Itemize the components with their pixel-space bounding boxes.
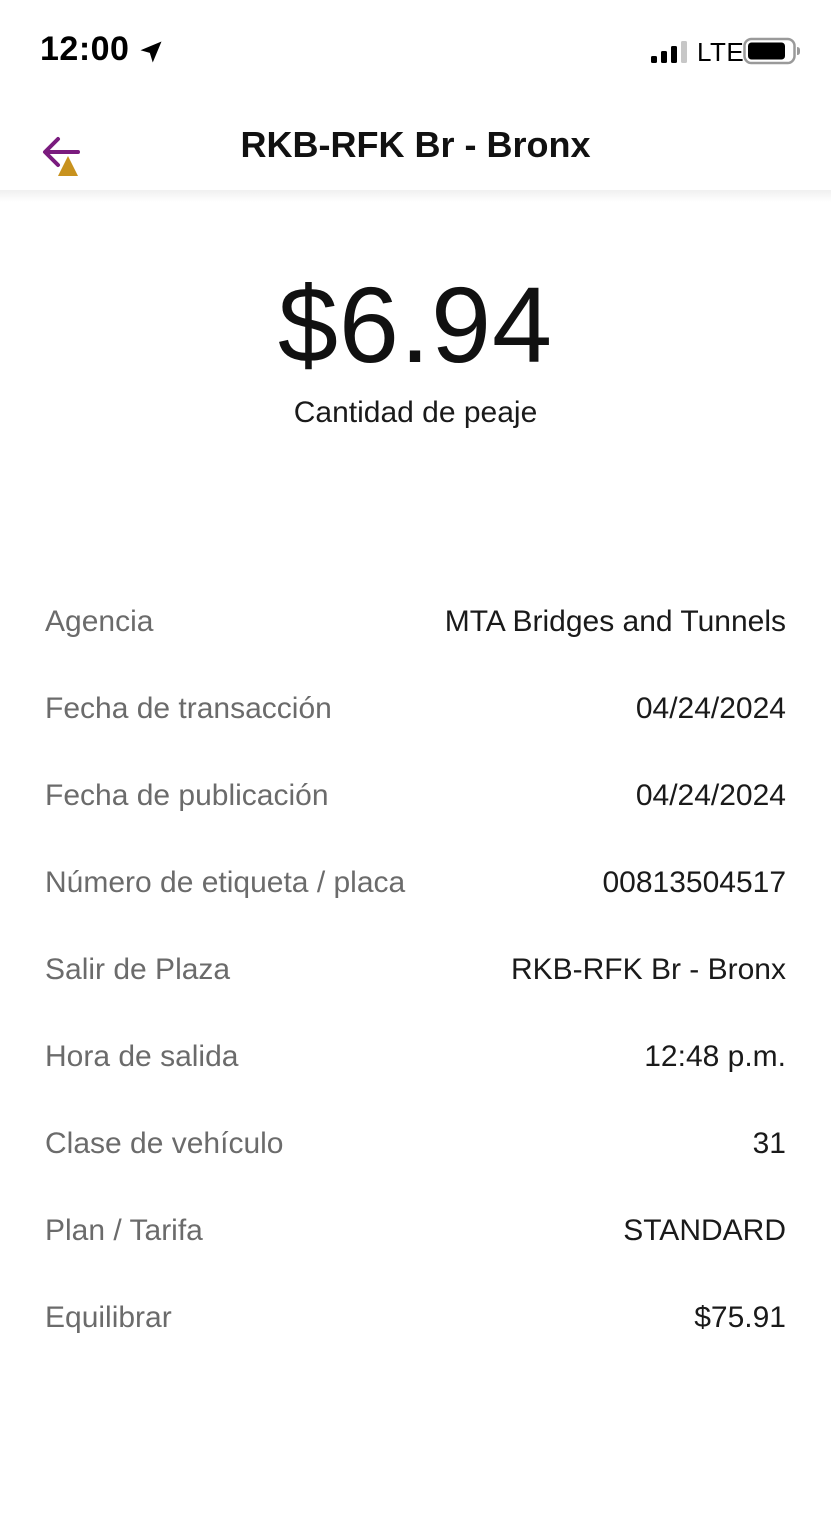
nav-divider [0, 190, 831, 202]
page-title: RKB-RFK Br - Bronx [240, 124, 591, 165]
detail-label: Agencia [45, 604, 154, 638]
detail-row-exit-time [45, 1013, 786, 1100]
detail-value: RKB-RFK Br - Bronx [510, 952, 786, 986]
detail-row-plan-rate [45, 1187, 786, 1274]
detail-row-posting-date [45, 752, 786, 839]
location-arrow-icon [137, 38, 165, 66]
status-bar [0, 0, 831, 100]
detail-value: $75.91 [694, 1300, 786, 1334]
detail-label: Fecha de transacción [45, 691, 332, 725]
detail-label: Equilibrar [45, 1300, 172, 1334]
transaction-details [45, 578, 786, 1361]
detail-value: 12:48 p.m. [644, 1039, 786, 1073]
status-time: 12:00 [40, 30, 130, 68]
detail-row-balance [45, 1274, 786, 1361]
detail-value: 04/24/2024 [635, 691, 786, 725]
detail-label: Salir de Plaza [45, 952, 231, 986]
detail-row-vehicle-class [45, 1100, 786, 1187]
detail-label: Hora de salida [45, 1039, 239, 1073]
detail-value: 31 [752, 1126, 786, 1160]
detail-label: Número de etiqueta / placa [45, 865, 406, 899]
detail-value: 00813504517 [602, 865, 786, 899]
battery-icon [743, 37, 801, 65]
navigation-bar [0, 100, 831, 192]
detail-label: Plan / Tarifa [45, 1213, 203, 1247]
detail-row-exit-plaza [45, 926, 786, 1013]
detail-value: MTA Bridges and Tunnels [444, 604, 786, 638]
detail-label: Clase de vehículo [45, 1126, 284, 1160]
detail-row-agency [45, 578, 786, 665]
toll-amount: $6.94 [277, 264, 554, 385]
cellular-signal-icon [650, 40, 690, 64]
detail-label: Fecha de publicación [45, 778, 329, 812]
network-type-label: LTE [697, 37, 745, 67]
detail-value: 04/24/2024 [635, 778, 786, 812]
detail-row-transaction-date [45, 665, 786, 752]
toll-amount-label: Cantidad de peaje [293, 396, 538, 429]
detail-value: STANDARD [623, 1213, 786, 1247]
detail-row-tag-plate [45, 839, 786, 926]
